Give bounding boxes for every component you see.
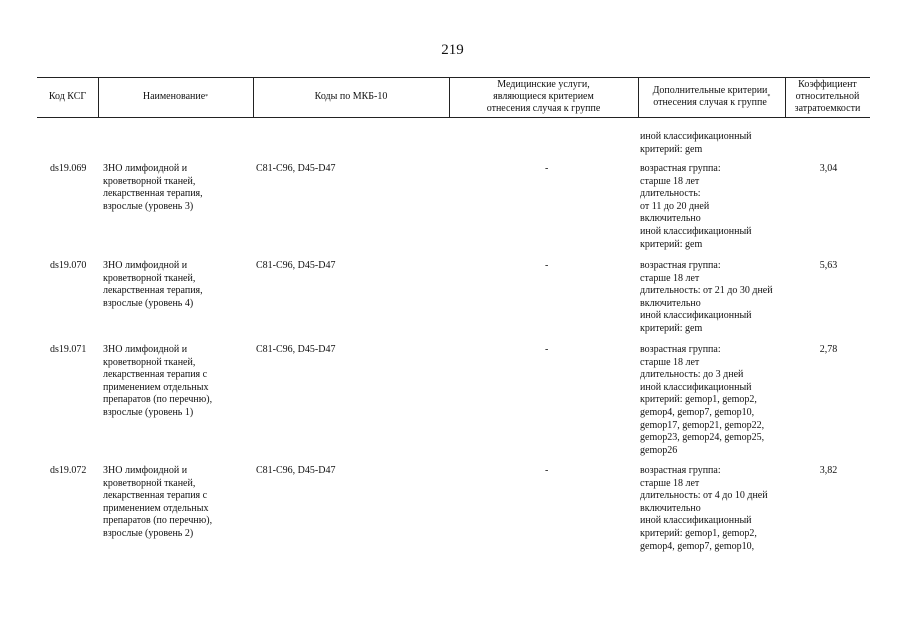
row-additional: возрастная группа: старше 18 лет длительность: до 3 дней иной классификационный критерий: gemop1, gemop2, gemop4, gemop7, gemop10, gemop17, gemop21, gemop22, gemop23, gemop24, gemop25, gemop26 xyxy=(640,344,765,456)
header-services xyxy=(449,77,638,117)
header-coef-label: Коэффициент относительной затратоемкости xyxy=(794,79,861,114)
header-services-label: Медицинские услуги, являющиеся критерием отнесения случая к группе xyxy=(486,79,601,114)
row-additional: возрастная группа: старше 18 лет длительность: от 11 до 20 дней включительно иной классификационный критерий: gem xyxy=(640,163,752,250)
header-coef xyxy=(785,77,870,117)
header-mkb xyxy=(253,77,449,117)
header-name-label: Наименование xyxy=(142,91,206,102)
row-code: ds19.071 xyxy=(50,344,87,355)
carryover-additional: иной классификационный критерий: gem xyxy=(640,131,752,155)
header-mkb-label: Коды по МКБ-10 xyxy=(314,91,388,102)
row-mkb: C81-C96, D45-D47 xyxy=(256,344,336,355)
header-additional-label: Дополнительные критерии отнесения случая к группе xyxy=(652,85,768,108)
row-additional: возрастная группа: старше 18 лет длительность: от 21 до 30 дней включительно иной классификационный критерий: gem xyxy=(640,260,773,334)
table-header-rule xyxy=(37,117,870,118)
row-name: ЗНО лимфоидной и кроветворной тканей, лекарственная терапия с применением отдельных препаратов (по перечню), взрослые (уровень 1) xyxy=(103,344,213,418)
header-code xyxy=(37,77,98,117)
row-services: - xyxy=(545,344,549,355)
row-name: ЗНО лимфоидной и кроветворной тканей, лекарственная терапия, взрослые (уровень 4) xyxy=(103,260,203,309)
header-name-footnote-mark: * xyxy=(205,94,209,100)
row-code: ds19.072 xyxy=(50,465,87,476)
row-coef: 3,04 xyxy=(819,163,838,174)
header-name xyxy=(98,77,253,117)
row-additional: возрастная группа: старше 18 лет длительность: от 4 до 10 дней включительно иной классификационный критерий: gemop1, gemop2, gemop4, gemop7, gemop10, xyxy=(640,465,768,552)
row-coef: 2,78 xyxy=(819,344,838,355)
header-code-label: Код КСГ xyxy=(48,91,87,102)
row-code: ds19.069 xyxy=(50,163,87,174)
header-additional-footnote-mark: * xyxy=(767,94,771,100)
row-mkb: C81-C96, D45-D47 xyxy=(256,163,336,174)
row-coef: 5,63 xyxy=(819,260,838,271)
row-name: ЗНО лимфоидной и кроветворной тканей, лекарственная терапия, взрослые (уровень 3) xyxy=(103,163,203,212)
header-additional xyxy=(638,77,785,117)
page-number: 219 xyxy=(441,42,464,58)
row-services: - xyxy=(545,465,549,476)
row-services: - xyxy=(545,163,549,174)
row-mkb: C81-C96, D45-D47 xyxy=(256,260,336,271)
row-coef: 3,82 xyxy=(819,465,838,476)
row-code: ds19.070 xyxy=(50,260,87,271)
row-name: ЗНО лимфоидной и кроветворной тканей, лекарственная терапия с применением отдельных препаратов (по перечню), взрослые (уровень 2) xyxy=(103,465,213,539)
row-mkb: C81-C96, D45-D47 xyxy=(256,465,336,476)
row-services: - xyxy=(545,260,549,271)
